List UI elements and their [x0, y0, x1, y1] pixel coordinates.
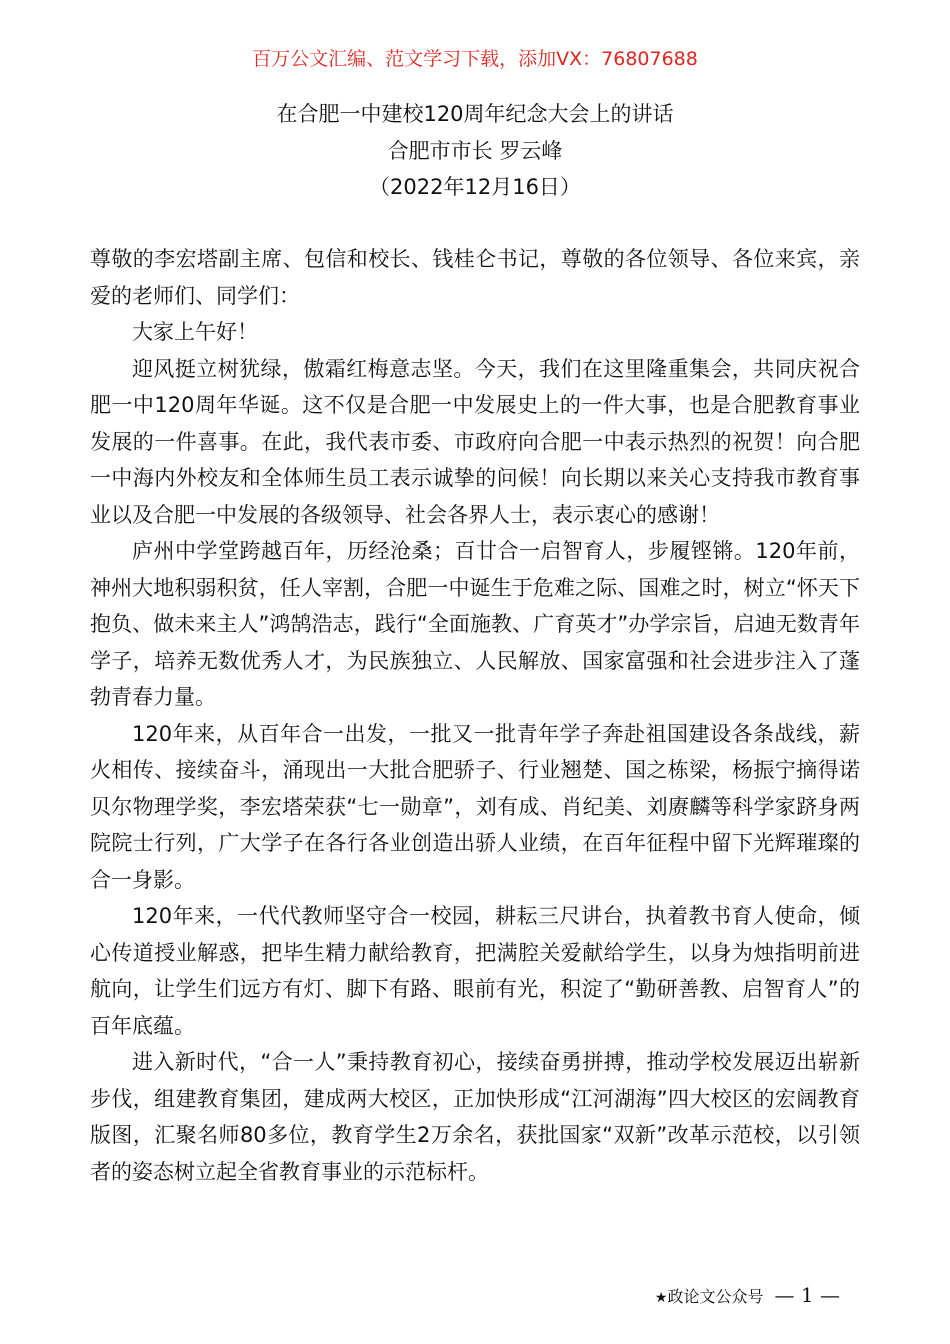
- salutation: 尊敬的李宏塔副主席、包信和校长、钱桂仑书记，尊敬的各位领导、各位来宾，亲爱的老师们、同学们：: [90, 247, 860, 308]
- speech-author: 合肥市市长 罗云峰: [387, 138, 563, 163]
- paragraph: 进入新时代，“合一人”秉持教育初心，接续奋勇拼搏，推动学校发展迈出崭新步伐，组建教育集团，建成两大校区，正加快形成“江河湖海”四大校区的宏阔教育版图，汇聚名师80多位，教育学生2万余名，获批国家“双新”改革示范校，以引领者的姿态树立起全省教育事业的示范标杆。: [90, 1050, 860, 1184]
- page-number: — 1 —: [774, 1283, 840, 1307]
- star-icon: ★: [654, 1290, 668, 1306]
- header-banner: 百万公文汇编、范文学习下载，添加VX：76807688: [252, 48, 698, 70]
- paragraph: 迎风挺立树犹绿，傲霜红梅意志坚。今天，我们在这里隆重集会，共同庆祝合肥一中120周年华诞。这不仅是合肥一中发展史上的一件大事，也是合肥教育事业发展的一件喜事。在此，我代表市委、市政府向合肥一中表示热烈的祝贺！向合肥一中海内外校友和全体师生员工表示诚挚的问候！向长期以来关心支持我市教育事业以及合肥一中发展的各级领导、社会各界人士，表示衷心的感谢！: [90, 356, 860, 527]
- page-footer: [0, 1282, 840, 1311]
- title-block: [0, 96, 950, 206]
- greeting: 大家上午好！: [132, 320, 258, 344]
- footer-account: 政论文公众号: [667, 1287, 764, 1306]
- paragraph: 120年来，一代代教师坚守合一校园，耕耘三尺讲台，执着教书育人使命，倾心传道授业解惑，把毕生精力献给教育，把满腔关爱献给学生，以身为烛指明前进航向，让学生们远方有灯、脚下有路、眼前有光，积淀了“勤研善教、启智育人”的百年底蕴。: [90, 904, 860, 1038]
- paragraph: 120年来，从百年合一出发，一批又一批青年学子奔赴祖国建设各条战线，薪火相传、接续奋斗，涌现出一大批合肥骄子、行业翘楚、国之栋梁，杨振宁摘得诺贝尔物理学奖，李宏塔荣获“七一勋章”，刘有成、肖纪美、刘赓麟等科学家跻身两院院士行列，广大学子在各行各业创造出骄人业绩，在百年征程中留下光辉璀璨的合一身影。: [90, 721, 860, 892]
- paragraph: 庐州中学堂跨越百年，历经沧桑；百廿合一启智育人，步履铿锵。120年前，神州大地积弱积贫，任人宰割，合肥一中诞生于危难之际、国难之时，树立“怀天下抱负、做未来主人”鸿鹄浩志，践行“全面施教、广育英才”办学宗旨，启迪无数青年学子，培养无数优秀人才，为民族独立、人民解放、国家富强和社会进步注入了蓬勃青春力量。: [90, 539, 860, 709]
- speech-title: 在合肥一中建校120周年纪念大会上的讲话: [276, 102, 674, 126]
- speech-date: （2022年12月16日）: [369, 175, 581, 199]
- speech-body: [90, 241, 860, 1190]
